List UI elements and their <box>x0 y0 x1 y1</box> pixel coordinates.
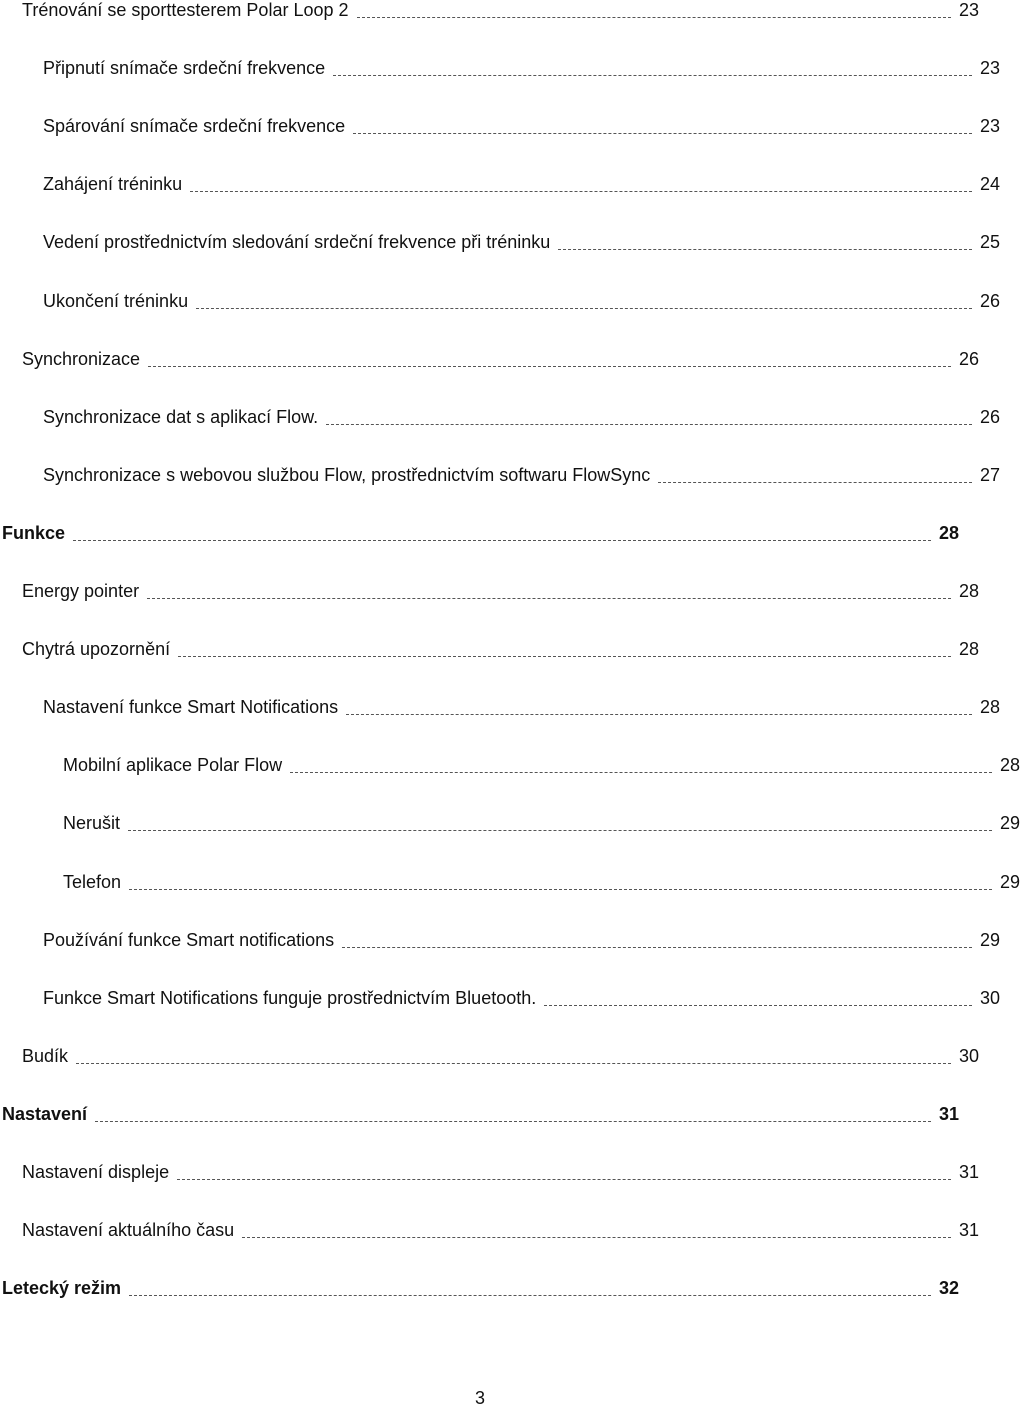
toc-entry-page: 30 <box>958 1045 979 1066</box>
toc-entry-page: 28 <box>938 522 959 543</box>
toc-dot-leader <box>353 130 972 134</box>
toc-entry-page: 31 <box>958 1220 979 1241</box>
toc-dot-leader <box>544 1002 972 1006</box>
toc-entry[interactable] <box>0 809 1023 833</box>
toc-entry-page: 28 <box>958 639 979 660</box>
toc-entry[interactable] <box>0 635 982 659</box>
toc-entry-title: Telefon <box>63 871 122 892</box>
toc-entry-title: Používání funkce Smart notifications <box>43 929 335 950</box>
toc-entry-title: Nastavení <box>2 1103 88 1124</box>
toc-entry-title: Ukončení tréninku <box>43 290 189 311</box>
toc-entry-title: Letecký režim <box>2 1278 122 1299</box>
toc-entry[interactable] <box>0 287 1003 311</box>
toc-dot-leader <box>129 1292 931 1296</box>
toc-entry-title: Synchronizace dat s aplikací Flow. <box>43 406 319 427</box>
toc-entry-title: Nerušit <box>63 813 121 834</box>
toc-dot-leader <box>242 1234 951 1238</box>
toc-entry[interactable] <box>0 926 1003 950</box>
toc-dot-leader <box>178 653 951 657</box>
toc-entry[interactable] <box>0 751 1023 775</box>
toc-entry-title: Zahájení tréninku <box>43 174 183 195</box>
toc-entry[interactable] <box>0 54 1003 78</box>
toc-dot-leader <box>147 595 951 599</box>
toc-entry-title: Vedení prostřednictvím sledování srdeční frekvence při tréninku <box>43 232 551 253</box>
toc-entry-page: 23 <box>958 0 979 20</box>
toc-dot-leader <box>326 421 972 425</box>
toc-entry-title: Spárování snímače srdeční frekvence <box>43 116 346 137</box>
toc-entry[interactable] <box>0 1216 982 1240</box>
toc-entry[interactable] <box>0 577 982 601</box>
toc-dot-leader <box>346 711 972 715</box>
toc-entry-page: 23 <box>979 116 1000 137</box>
toc-entry[interactable] <box>0 519 962 543</box>
page-number: 3 <box>474 1388 485 1408</box>
toc-entry-page: 24 <box>979 174 1000 195</box>
toc-entry-title: Nastavení displeje <box>22 1162 170 1182</box>
toc-entry[interactable] <box>0 170 1003 194</box>
toc-entry[interactable] <box>0 1042 982 1066</box>
toc-entry-page: 26 <box>979 290 1000 311</box>
toc-entry-title: Nastavení funkce Smart Notifications <box>43 697 339 718</box>
toc-dot-leader <box>148 363 951 367</box>
toc-entry-page: 31 <box>958 1162 979 1182</box>
toc-entry-page: 23 <box>979 58 1000 79</box>
toc-entry[interactable] <box>0 345 982 369</box>
toc-dot-leader <box>95 1118 931 1122</box>
toc-entry-title: Budík <box>22 1045 69 1066</box>
toc-entry-title: Trénování se sporttesterem Polar Loop 2 <box>22 0 349 20</box>
toc-dot-leader <box>129 886 992 890</box>
toc-entry-title: Funkce Smart Notifications funguje prostřednictvím Bluetooth. <box>43 987 537 1008</box>
toc-entry[interactable] <box>0 693 1003 717</box>
toc-dot-leader <box>342 944 972 948</box>
toc-dot-leader <box>333 72 972 76</box>
toc-dot-leader <box>190 188 972 192</box>
toc-entry-page: 26 <box>979 406 1000 427</box>
toc-entry[interactable] <box>0 1158 982 1182</box>
toc-entry-page: 29 <box>999 813 1020 834</box>
toc-entry-title: Funkce <box>2 522 66 543</box>
toc-entry[interactable] <box>0 403 1003 427</box>
toc-entry[interactable] <box>0 228 1003 252</box>
toc-entry-page: 31 <box>938 1103 959 1124</box>
toc-entry[interactable] <box>0 1274 962 1298</box>
toc-entry-page: 30 <box>979 987 1000 1008</box>
toc-entry-page: 28 <box>958 581 979 601</box>
toc-entry-page: 26 <box>958 348 979 369</box>
toc-entry[interactable] <box>0 1100 962 1124</box>
toc-entry-title: Synchronizace <box>22 348 141 369</box>
toc-entry-page: 28 <box>999 755 1020 776</box>
toc-dot-leader <box>658 479 972 483</box>
toc-dot-leader <box>73 537 931 541</box>
toc-entry-page: 29 <box>999 871 1020 892</box>
toc-entry-title: Mobilní aplikace Polar Flow <box>63 755 283 776</box>
toc-entry-page: 29 <box>979 929 1000 950</box>
toc-entry-page: 28 <box>979 697 1000 718</box>
toc-entry-title: Připnutí snímače srdeční frekvence <box>43 58 326 79</box>
toc-entry[interactable] <box>0 461 1003 485</box>
toc-entry[interactable] <box>0 984 1003 1008</box>
toc-entry[interactable] <box>0 868 1023 892</box>
toc-entry-title: Energy pointer <box>22 581 140 601</box>
toc-dot-leader <box>128 827 992 831</box>
toc-dot-leader <box>558 246 972 250</box>
toc-dot-leader <box>76 1060 951 1064</box>
toc-entry-page: 32 <box>938 1278 959 1299</box>
toc-dot-leader <box>357 14 951 18</box>
toc-entry-page: 27 <box>979 464 1000 485</box>
toc-entry-title: Chytrá upozornění <box>22 639 171 660</box>
toc-entry[interactable] <box>0 0 982 20</box>
toc-entry-title: Synchronizace s webovou službou Flow, prostřednictvím softwaru FlowSync <box>43 464 651 485</box>
toc-dot-leader <box>290 769 992 773</box>
toc-entry-title: Nastavení aktuálního času <box>22 1220 235 1241</box>
toc-entry-page: 25 <box>979 232 1000 253</box>
toc-entry[interactable] <box>0 112 1003 136</box>
toc-dot-leader <box>177 1176 951 1180</box>
toc-dot-leader <box>196 305 972 309</box>
